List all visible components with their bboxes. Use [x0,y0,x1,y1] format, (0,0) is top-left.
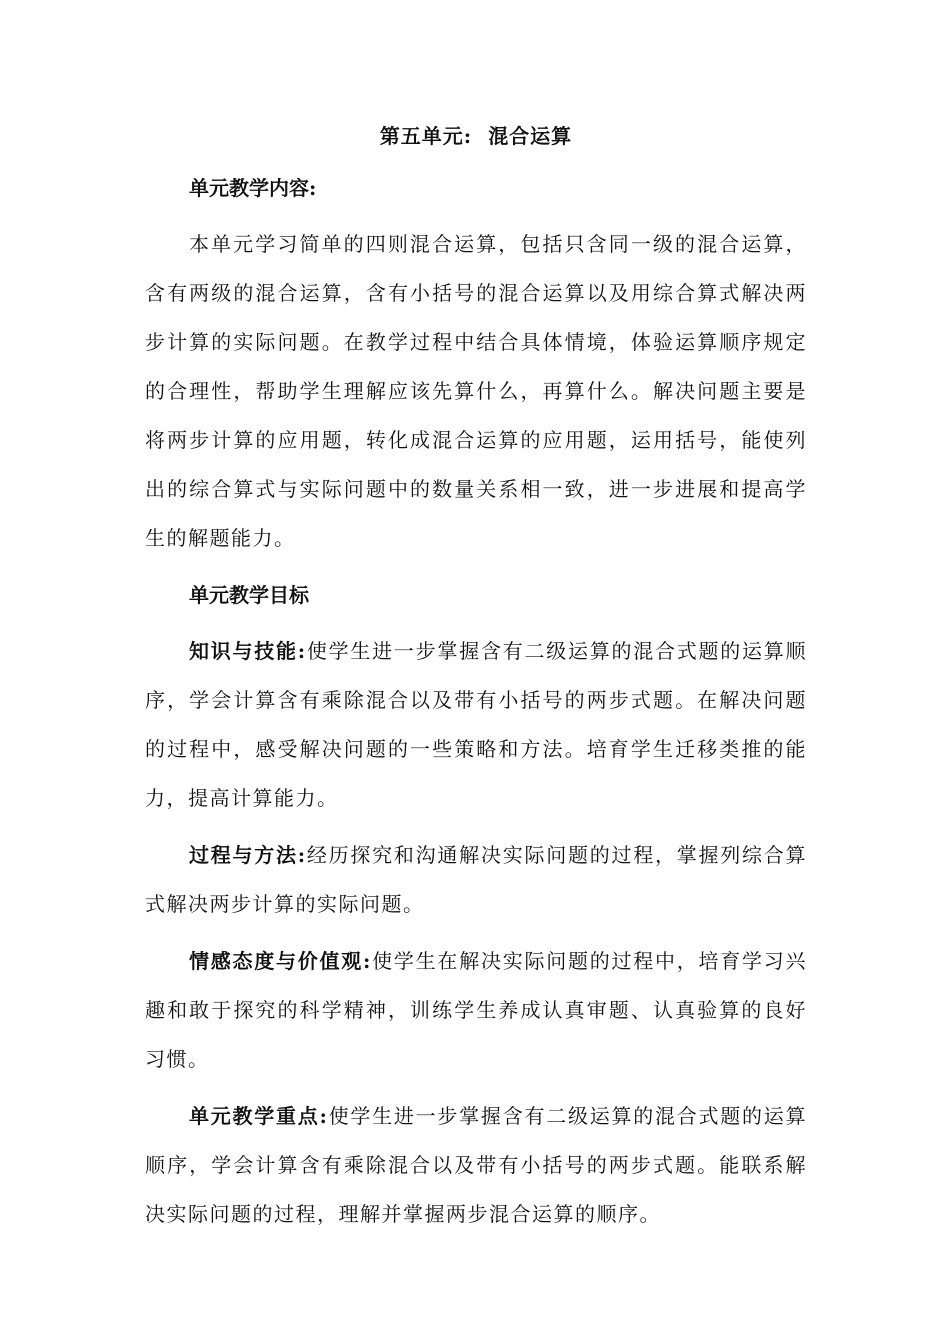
goal-process-paragraph [145,831,807,929]
goal-knowledge-paragraph [145,627,807,823]
document-page [145,118,807,1239]
goal-attitude-text: 使学生在解决实际问题的过程中，培育学习兴趣和敢于探究的科学精神，训练学生养成认真审题、认真验算的良好习惯。 [145,949,807,1071]
content-paragraph: 本单元学习简单的四则混合运算，包括只含同一级的混合运算，含有两级的混合运算，含有小括号的混合运算以及用综合算式解决两步计算的实际问题。在教学过程中结合具体情境，体验运算顺序规定的合理性，帮助学生理解应该先算什么，再算什么。解决问题主要是将两步计算的应用题，转化成混合运算的应用题，运用括号，能使列出的综合算式与实际问题中的数量关系相一致，进一步进展和提高学生的解题能力。 [145,232,807,550]
key-points-text: 使学生进一步掌握含有二级运算的混合式题的运算顺序，学会计算含有乘除混合以及带有小括号的两步式题。能联系解决实际问题的过程，理解并掌握两步混合运算的顺序。 [145,1104,807,1226]
title-unit: 第五单元: [379,124,473,148]
goal-attitude-paragraph [145,937,807,1084]
goal-process-text: 经历探究和沟通解决实际问题的过程，掌握列综合算式解决两步计算的实际问题。 [145,843,807,916]
section-heading-content: 单元教学内容: [189,176,317,200]
title-topic: 混合运算 [488,124,573,148]
key-points-label: 单元教学重点: [189,1104,329,1128]
goal-knowledge-label: 知识与技能: [189,639,307,663]
goal-process-label: 过程与方法: [189,843,307,867]
page-title [145,118,807,154]
goal-attitude-label: 情感态度与价值观: [189,949,372,973]
section-heading-goals: 单元教学目标 [189,583,309,607]
goal-knowledge-text: 使学生进一步掌握含有二级运算的混合式题的运算顺序，学会计算含有乘除混合以及带有小括号的两步式题。在解决问题的过程中，感受解决问题的一些策略和方法。培育学生迁移类推的能力，提高计算能力。 [145,639,807,810]
key-points-paragraph [145,1092,807,1239]
